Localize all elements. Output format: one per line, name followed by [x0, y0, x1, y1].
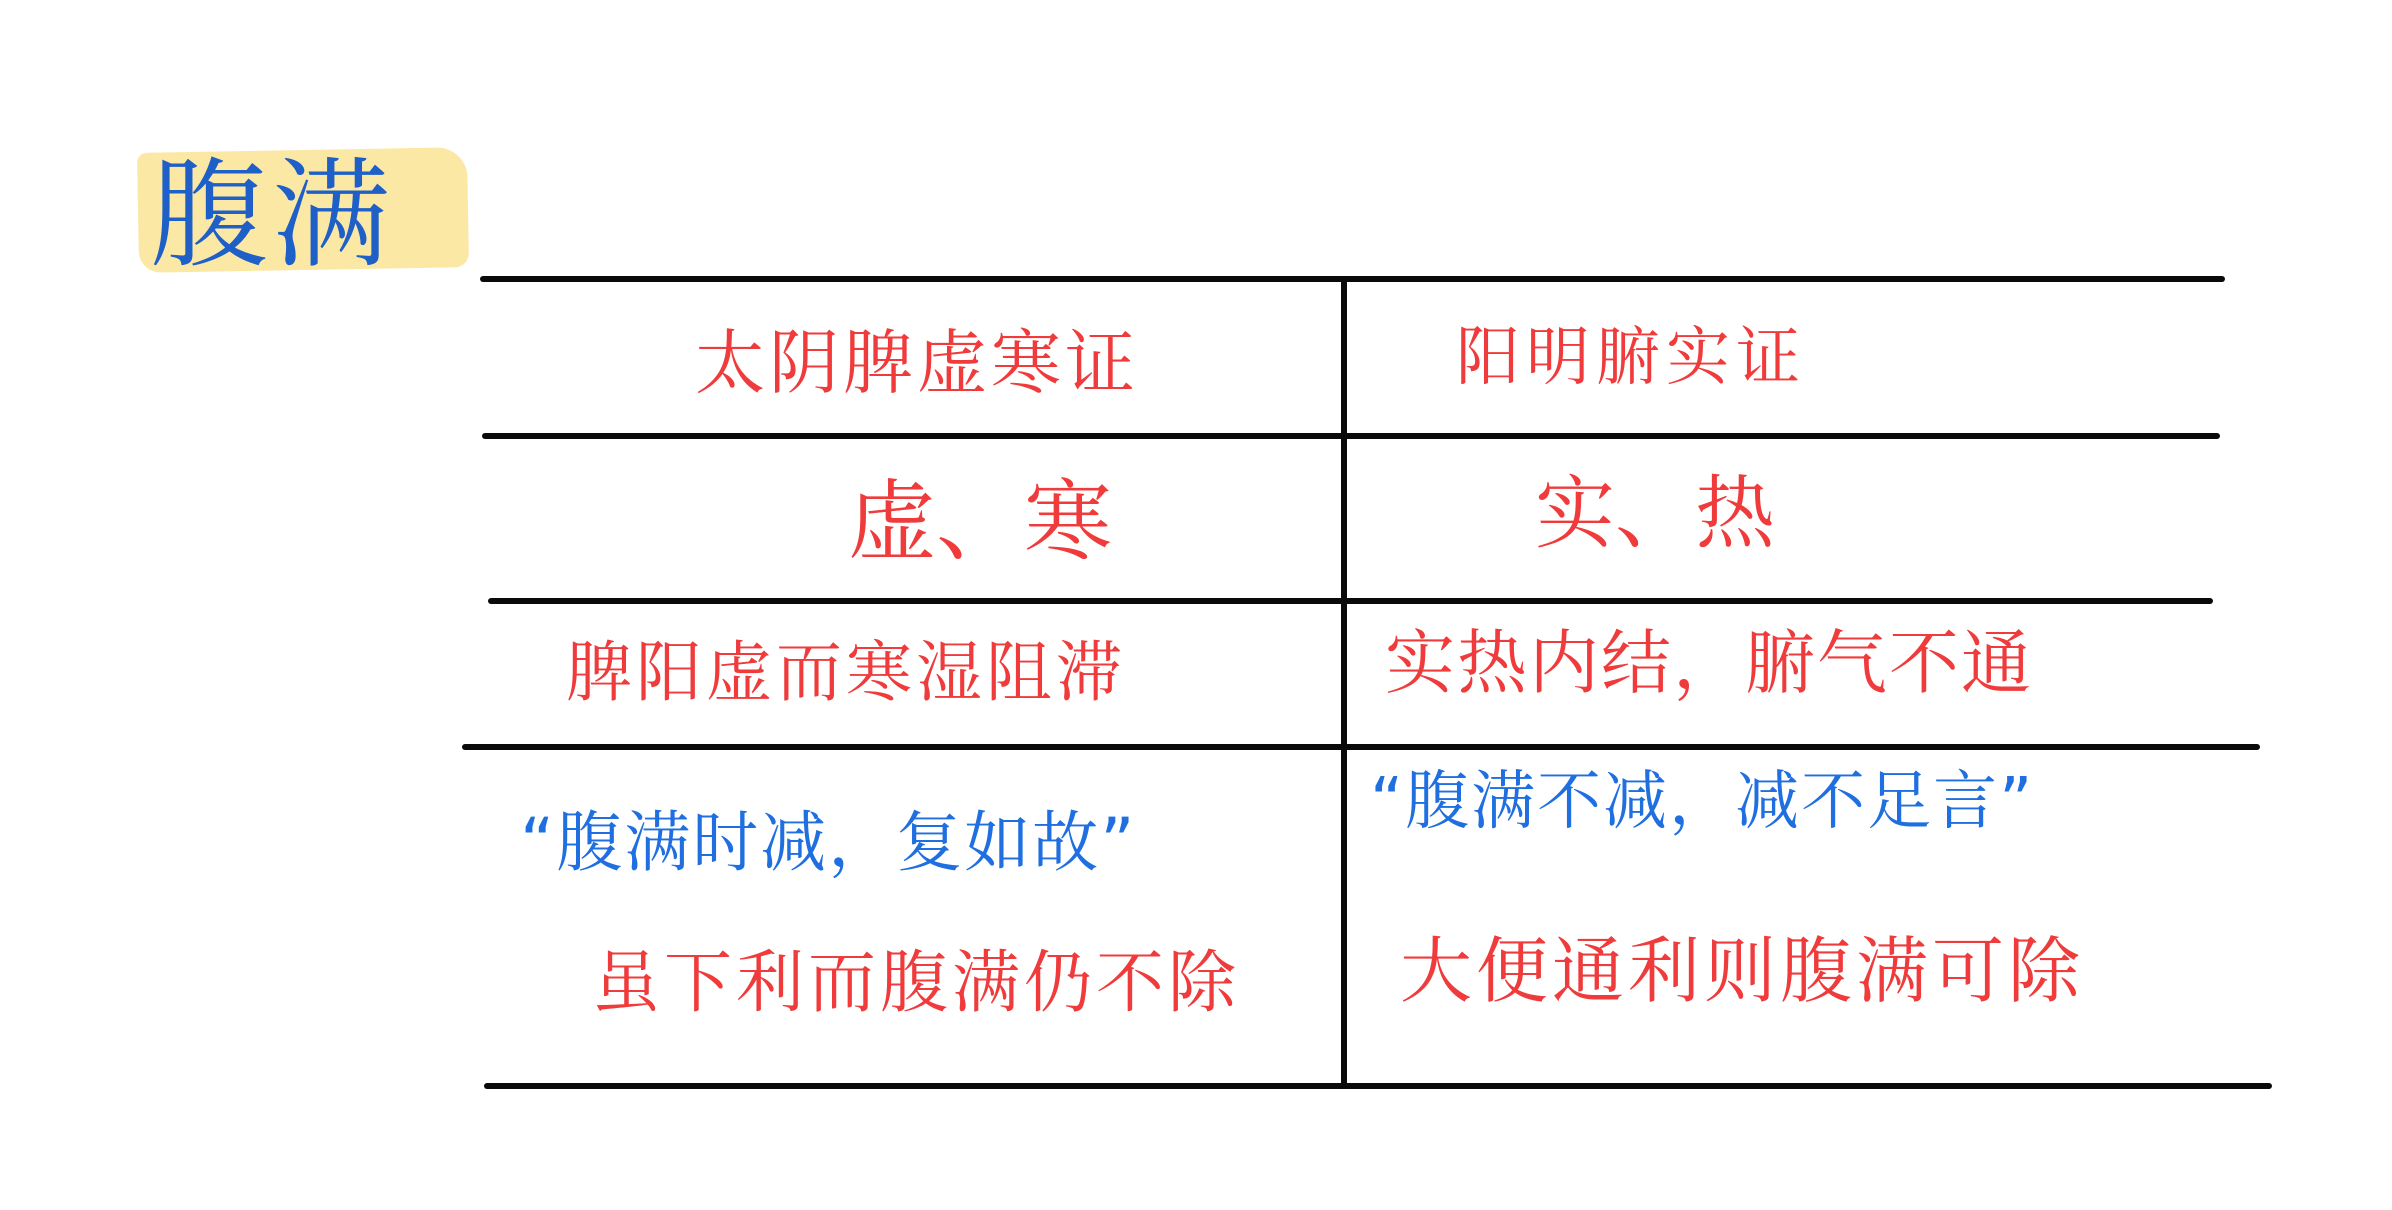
- row1-divider-rule: [488, 598, 2213, 604]
- row3-right-quote: “腹满不减，减不足言”: [1370, 765, 2035, 839]
- table-bottom-rule: [484, 1083, 2272, 1089]
- row3-right-note: 大便通利则腹满可除: [1400, 929, 2085, 1013]
- row2-divider-rule: [462, 744, 2260, 750]
- row3-left-quote: “腹满时减，复如故”: [520, 804, 1137, 881]
- table-top-rule: [480, 276, 2225, 282]
- title-block: [138, 140, 468, 290]
- header-right: 阳明腑实证: [1456, 321, 1806, 395]
- row3-left-note: 虽下利而腹满仍不除: [592, 944, 1241, 1023]
- page-title: 腹满: [150, 146, 395, 284]
- header-divider-rule: [482, 433, 2220, 439]
- row2-left: 脾阳虚而寒湿阻滞: [566, 634, 1126, 711]
- row2-right: 实热内结，腑气不通: [1385, 622, 2033, 704]
- column-divider: [1341, 278, 1347, 1088]
- row1-right: 实、热: [1535, 467, 1775, 560]
- header-left: 太阴脾虚寒证: [695, 322, 1139, 404]
- row1-left: 虚、寒: [848, 470, 1113, 573]
